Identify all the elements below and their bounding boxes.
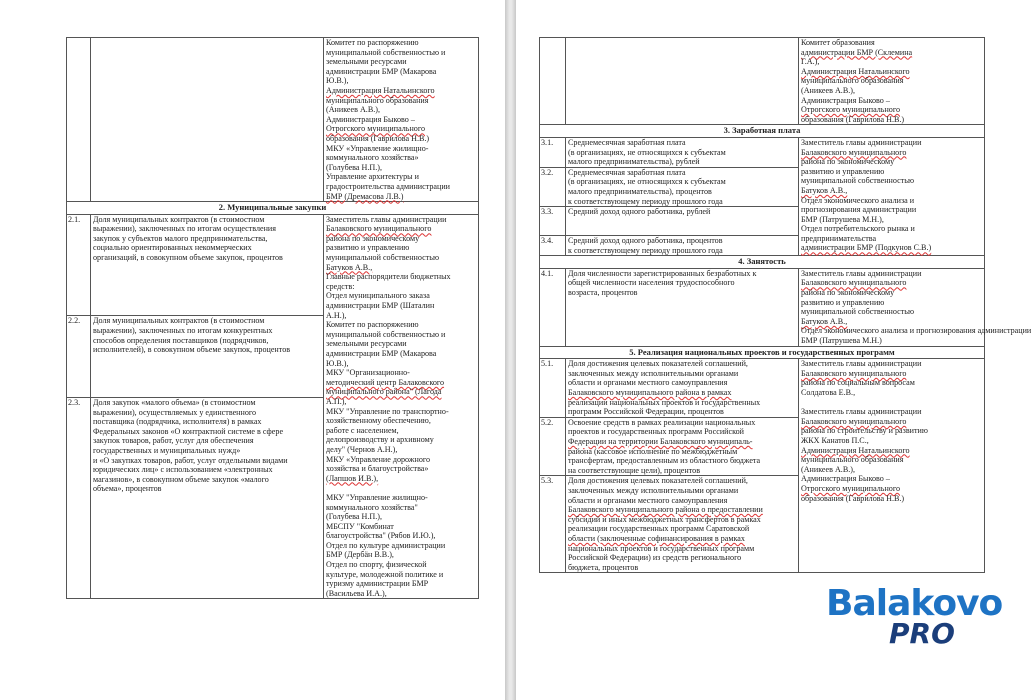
- cell-text-line: развитию и управлению: [801, 297, 885, 307]
- cell-text-line: муниципального образования: [801, 455, 904, 465]
- cell-text-line: (Васильева И.А.),: [326, 588, 387, 598]
- cell-text-line: Балаковского муниципального: [801, 368, 907, 378]
- cell-text-line: ЖКХ Канатов П.С.,: [801, 435, 869, 445]
- cell-text-line: Солдатова Е.В.,: [801, 388, 856, 397]
- cell-text-line: и «О закупках товаров, работ, услуг отдельными видами: [93, 455, 288, 465]
- row-number: 3.2.: [540, 167, 566, 206]
- cell-text-line: [801, 398, 982, 408]
- cell-text-line: Отрогского муниципального: [801, 483, 901, 493]
- indicator-cell: [566, 268, 799, 346]
- cell-text-line: Доля численности зарегистрированных безработных к: [568, 268, 757, 278]
- cell-text-line: заключенных между исполнительными органами: [568, 485, 739, 495]
- row-number: 2.3.: [67, 398, 91, 599]
- cell-text-line: (Аникеев А.В.),: [801, 85, 855, 95]
- cell-text-line: Заместитель главы администрации: [801, 137, 922, 147]
- cell-text-line: культуре, молодежной политике и: [326, 569, 444, 579]
- responsible-cell: [799, 137, 985, 255]
- cell-text-line: области и органами местного самоуправления: [568, 378, 728, 388]
- cell-text-line: малого предпринимательства), процентов: [568, 186, 712, 196]
- row-number: 5.2.: [540, 417, 566, 476]
- cell-text-line: (в организациях, не относящихся к субъектам: [568, 177, 726, 187]
- cell-text-line: реализации государственных программ Саратовской: [568, 524, 750, 534]
- logo-wordmark-top: Balakovo: [826, 583, 1003, 624]
- cell-text-line: прогнозирования администрации: [801, 205, 917, 215]
- cell-text-line: на соответствующие цели), процентов: [568, 465, 701, 475]
- indicator-cell: [566, 417, 799, 476]
- cell-text-line: муниципальной собственностью и: [326, 47, 446, 57]
- cell-text-line: администрации БМР (Макарова: [326, 349, 437, 358]
- cell-text-line: Балаковского муниципального района в рамках: [568, 388, 732, 397]
- cell-text-line: поставщика (подрядчика, исполнителя) в рамках: [93, 417, 262, 427]
- cell-text-line: Балаковского муниципального района о предоставлении: [568, 505, 763, 515]
- cell-text-line: Федеральных законов «О контрактной системе в сфере: [93, 426, 284, 436]
- cell-text-line: социально ориентированных некоммерческих: [93, 243, 252, 253]
- cell-text-line: Средний доход одного работника, рублей: [568, 207, 711, 217]
- cell-text-line: области (заключенные софинансирования в рамках: [568, 533, 745, 543]
- row-number: [67, 38, 91, 202]
- row-number: 3.4.: [540, 236, 566, 256]
- indicator-cell: [566, 359, 799, 418]
- cell-text-line: Отдел экономического анализа и: [801, 195, 915, 205]
- cell-text-line: образования (Гаврилова Н.В.): [801, 493, 905, 503]
- cell-text-line: Ю.В.),: [326, 358, 349, 368]
- section-title: 3. Заработная плата: [540, 125, 985, 138]
- cell-text-line: выражении), осуществляемых у единственного: [93, 407, 257, 417]
- cell-text-line: БМР (Патрушева М.Н.),: [801, 214, 884, 224]
- cell-text-line: МКУ "Управление жилищно-: [326, 492, 428, 502]
- responsible-cell: [799, 268, 1031, 346]
- cell-text-line: А.Н.),: [326, 310, 347, 320]
- table-row: [540, 38, 985, 125]
- cell-text-line: хозяйства и благоустройства»: [326, 464, 429, 474]
- cell-text-line: малого предпринимательства), рублей: [568, 157, 700, 167]
- row-number: 3.1.: [540, 137, 566, 167]
- cell-text-line: Администрация Быково –: [801, 95, 890, 105]
- document-page-left: [0, 0, 505, 700]
- cell-text-line: Доля муниципальных контрактов (в стоимостном: [93, 316, 265, 326]
- cell-text-line: предпринимательства: [801, 233, 877, 243]
- cell-text-line: муниципальной собственностью: [801, 176, 914, 186]
- cell-text-line: способов определения поставщиков (подрядчиков,: [93, 335, 269, 345]
- cell-text-line: Доля достижения целевых показателей соглашений,: [568, 476, 748, 486]
- cell-text-line: Отрогского муниципального: [801, 105, 901, 115]
- cell-text-line: делу" (Чернов А.Н.),: [326, 444, 398, 454]
- cell-text-line: образования (Гаврилова Н.В.): [326, 133, 430, 143]
- indicator-cell: [91, 398, 324, 599]
- section-title: 5. Реализация национальных проектов и государственных программ: [540, 346, 985, 359]
- cell-text-line: (Голубева Н.П.),: [326, 162, 382, 172]
- cell-text-line: Ю.В.),: [326, 76, 349, 86]
- cell-text-line: закупок товаров, работ, услуг для обеспечения: [93, 436, 254, 446]
- cell-text-line: муниципального района" (Лагода: [326, 387, 442, 397]
- cell-text-line: заключенных между исполнительными органами: [568, 368, 739, 378]
- section-title: 4. Занятость: [540, 256, 985, 269]
- cell-text-line: магазинов», в совокупном объеме закупок «малого: [93, 474, 269, 484]
- cell-text-line: Батуков А.В.,: [801, 185, 848, 195]
- cell-text-line: муниципального образования: [801, 76, 904, 86]
- cell-text-line: благоустройства" (Рябов И.Ю.),: [326, 531, 436, 541]
- table-row: [67, 38, 479, 202]
- indicator-cell: [566, 137, 799, 167]
- cell-text-line: муниципальной собственностью и: [326, 329, 446, 339]
- cell-text-line: Заместитель главы администрации: [801, 407, 922, 417]
- cell-text-line: Доля муниципальных контрактов (в стоимостном: [93, 214, 265, 224]
- cell-text-line: А.П.),: [326, 396, 347, 406]
- cell-text-line: выражении), заключенных по итогам осуществления: [93, 224, 276, 234]
- section-header-row: [67, 202, 479, 215]
- cell-text-line: Г.А.),: [801, 57, 820, 67]
- row-number: 5.1.: [540, 359, 566, 418]
- cell-text-line: земельными ресурсами: [326, 57, 407, 67]
- row-number: 2.1.: [67, 214, 91, 316]
- cell-text-line: юридических лиц» с использованием «электронных: [93, 465, 273, 475]
- cell-text-line: Комитет образования: [801, 38, 875, 47]
- cell-text-line: [326, 483, 476, 493]
- row-number: 2.2.: [67, 316, 91, 398]
- cell-text-line: к соответствующему периоду прошлого года: [568, 245, 723, 255]
- cell-text-line: исполнителей), в совокупном объеме закупок, процентов: [93, 345, 291, 355]
- cell-text-line: Среднемесячная заработная плата: [568, 167, 686, 177]
- cell-text-line: Балаковского муниципального: [801, 147, 907, 157]
- row-number: 4.1.: [540, 268, 566, 346]
- cell-text-line: (Голубева Н.П.),: [326, 512, 382, 522]
- cell-text-line: Батуков А.В.,: [326, 262, 373, 272]
- cell-text-line: МКУ "Организационно-: [326, 368, 410, 378]
- table-row: [540, 137, 985, 167]
- cell-text-line: Администрация Натальинского: [801, 66, 910, 76]
- cell-text-line: национальных проектов и государственных программ: [568, 543, 755, 553]
- indicator-cell: [566, 476, 799, 573]
- cell-text-line: образования (Гаврилова Н.В.): [801, 114, 905, 124]
- cell-text-line: Балаковского муниципального: [801, 416, 907, 426]
- row-number: 5.3.: [540, 476, 566, 573]
- cell-text-line: к соответствующему периоду прошлого года: [568, 196, 723, 206]
- cell-text-line: (Аникеев А.В.),: [326, 105, 380, 115]
- cell-text-line: Администрация Натальинского: [326, 85, 435, 95]
- cell-text-line: Средний доход одного работника, процентов: [568, 236, 723, 246]
- cell-text-line: Отдел по спорту, физической: [326, 560, 427, 570]
- cell-text-line: программ Российской Федерации, процентов: [568, 407, 724, 417]
- table-row: [540, 359, 985, 418]
- section-header-row: [540, 125, 985, 138]
- indicators-table-left: [66, 37, 479, 599]
- cell-text-line: Администрация Быково –: [801, 474, 890, 484]
- cell-text-line: района по экономическому: [801, 288, 895, 298]
- cell-text-line: развитию и управлению: [801, 166, 885, 176]
- cell-text-line: МКУ "Управление по транспортно-: [326, 406, 449, 416]
- cell-text-line: коммунального хозяйства": [326, 502, 418, 512]
- row-number: 3.3.: [540, 207, 566, 236]
- cell-text-line: района по социальным вопросам: [801, 378, 915, 388]
- responsible-cell: [324, 214, 479, 599]
- cell-text-line: Отрогского муниципального: [326, 124, 426, 134]
- cell-text-line: объема», процентов: [93, 484, 162, 494]
- responsible-cell: [799, 38, 985, 125]
- cell-text-line: развитию и управлению: [326, 243, 410, 253]
- cell-text-line: БМР (Патрушева М.Н.): [801, 336, 882, 346]
- cell-text-line: администрации БМР (Шаталин: [326, 301, 435, 311]
- responsible-cell: [324, 38, 479, 202]
- cell-text-line: организаций, в совокупном объеме закупок, процентов: [93, 253, 283, 263]
- indicators-table-right: [539, 37, 1031, 573]
- cell-text-line: района по строительству и развитию: [801, 426, 928, 436]
- cell-text-line: бюджета, процентов: [568, 562, 639, 572]
- indicator-cell: [91, 214, 324, 316]
- cell-text-line: Российской Федерации) из средств регионального: [568, 553, 742, 563]
- section-header-row: [540, 346, 985, 359]
- cell-text-line: Доля закупок «малого объема» (в стоимостном: [93, 398, 256, 408]
- balakovo-pro-logo: [826, 583, 1003, 655]
- cell-text-line: администрации БМР (Склемина: [801, 47, 913, 57]
- cell-text-line: БМР (Дремасова Л.В.): [326, 191, 404, 201]
- cell-text-line: Управление архитектуры и: [326, 172, 419, 182]
- cell-text-line: Комитет по распоряжению: [326, 38, 419, 47]
- cell-text-line: проектов и государственных программ Российской: [568, 427, 744, 437]
- cell-text-line: коммунального хозяйства»: [326, 153, 419, 163]
- cell-text-line: муниципальной собственностью: [801, 307, 914, 317]
- cell-text-line: Доля достижения целевых показателей соглашений,: [568, 359, 748, 369]
- cell-text-line: возраста, процентов: [568, 288, 638, 298]
- cell-text-line: муниципального образования: [326, 95, 429, 105]
- cell-text-line: Заместитель главы администрации: [801, 359, 922, 369]
- cell-text-line: реализации национальных проектов и государственных: [568, 397, 761, 407]
- cell-text-line: работе с населением,: [326, 425, 399, 435]
- indicator-cell: [91, 38, 324, 202]
- indicator-cell: [566, 207, 799, 236]
- cell-text-line: методический центр Балаковского: [326, 377, 445, 387]
- table-row: [540, 268, 985, 346]
- cell-text-line: Комитет по распоряжению: [326, 320, 419, 330]
- cell-text-line: района по экономическому: [326, 233, 420, 243]
- cell-text-line: области и органами местного самоуправления: [568, 495, 728, 505]
- cell-text-line: Отдел по культуре администрации: [326, 540, 446, 550]
- cell-text-line: Среднемесячная заработная плата: [568, 137, 686, 147]
- section-header-row: [540, 256, 985, 269]
- page-gap: [505, 0, 516, 700]
- cell-text-line: Отдел потребительского рынка и: [801, 224, 915, 234]
- cell-text-line: (Лапшов И.В.),: [326, 473, 379, 483]
- row-number: [540, 38, 566, 125]
- cell-text-line: администрации БМР (Макарова: [326, 66, 437, 76]
- cell-text-line: земельными ресурсами: [326, 339, 407, 349]
- cell-text-line: района по экономическому: [801, 157, 895, 167]
- cell-text-line: Отдел экономического анализа и прогнозирования администрации: [801, 326, 1031, 336]
- logo-wordmark-bottom: PRO: [889, 617, 955, 650]
- cell-text-line: градостроительства администрации: [326, 181, 450, 191]
- cell-text-line: туризму администрации БМР: [326, 579, 429, 589]
- cell-text-line: Отдел муниципального заказа: [326, 291, 430, 301]
- cell-text-line: общей численности населения трудоспособного: [568, 278, 735, 288]
- cell-text-line: Батуков А.В.,: [801, 316, 848, 326]
- cell-text-line: БМР (Дербäн В.В.),: [326, 550, 394, 560]
- cell-text-line: Заместитель главы администрации: [801, 268, 922, 278]
- indicator-cell: [566, 167, 799, 206]
- cell-text-line: МКУ «Управление жилищно-: [326, 143, 429, 153]
- indicator-cell: [566, 236, 799, 256]
- cell-text-line: хозяйственному обеспечению,: [326, 416, 431, 426]
- cell-text-line: муниципальной собственностью: [326, 253, 439, 263]
- cell-text-line: Балаковского муниципального: [801, 278, 907, 288]
- indicator-cell: [91, 316, 324, 398]
- cell-text-line: государственных и муниципальных нужд»: [93, 446, 241, 456]
- cell-text-line: закупок у субъектов малого предпринимательства,: [93, 233, 268, 243]
- cell-text-line: Освоение средств в рамках реализации национальных: [568, 417, 756, 427]
- cell-text-line: субсидий и иных межбюджетных трансфертов в рамках: [568, 514, 761, 524]
- cell-text-line: района (кассовое исполнение по межбюджетным: [568, 446, 738, 456]
- indicator-cell: [566, 38, 799, 125]
- cell-text-line: Балаковского муниципального: [326, 224, 432, 234]
- cell-text-line: Главные распорядители бюджетных: [326, 272, 451, 282]
- cell-text-line: трансфертам, предоставленным из областного бюджета: [568, 456, 761, 466]
- cell-text-line: Заместитель главы администрации: [326, 214, 447, 224]
- cell-text-line: (Аникеев А.В.),: [801, 464, 855, 474]
- cell-text-line: администрации БМР (Подкунов С.В.): [801, 243, 932, 253]
- cell-text-line: МКУ «Управление дорожного: [326, 454, 431, 464]
- cell-text-line: (в организациях, не относящихся к субъектам: [568, 147, 726, 157]
- cell-text-line: средств:: [326, 281, 355, 291]
- section-title: 2. Муниципальные закупки: [67, 202, 479, 215]
- cell-text-line: МБСПУ "Комбинат: [326, 521, 394, 531]
- cell-text-line: Федерации на территории Балаковского муниципаль-: [568, 436, 753, 446]
- table-row: [67, 214, 479, 316]
- cell-text-line: делопроизводству и архивному: [326, 435, 434, 445]
- responsible-cell: [799, 359, 985, 573]
- cell-text-line: Администрация Натальинского: [801, 445, 910, 455]
- cell-text-line: выражении), заключенных по итогам конкурентных: [93, 325, 273, 335]
- cell-text-line: Администрация Быково –: [326, 114, 415, 124]
